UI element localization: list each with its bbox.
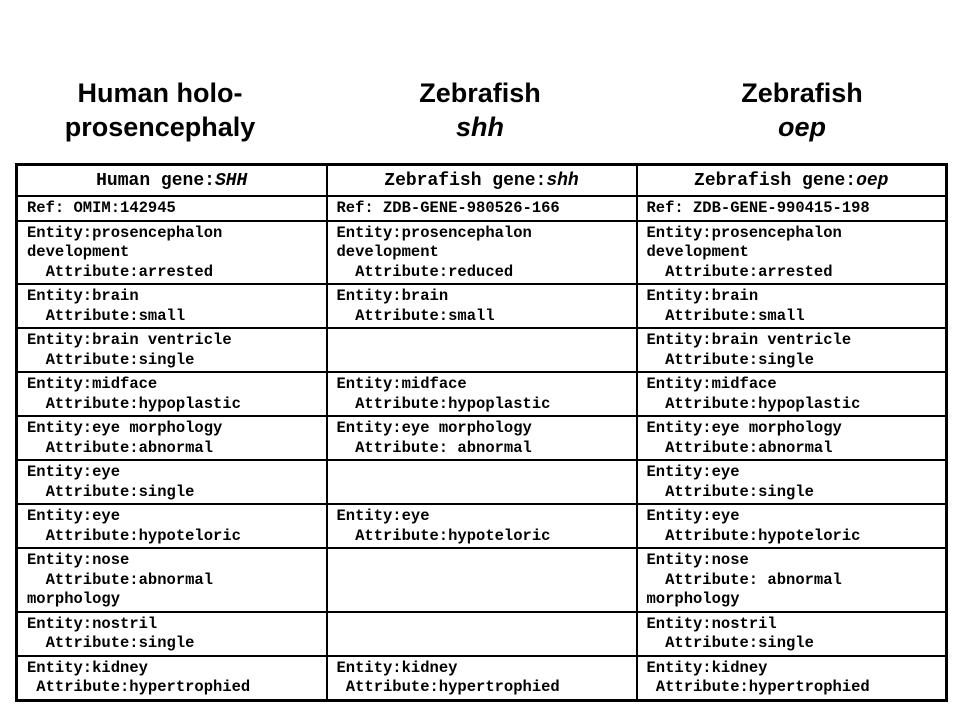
ref-cell-shh: Ref: ZDB-GENE-980526-166 xyxy=(327,196,637,221)
phenotype-cell-oep xyxy=(637,612,947,656)
phenotype-row xyxy=(17,504,947,548)
phenotype-cell-oep xyxy=(637,372,947,416)
ref-row xyxy=(17,196,947,221)
phenotype-cell-human xyxy=(17,460,327,504)
attribute-text: Attribute:single xyxy=(45,350,195,369)
header-zebrafish-shh xyxy=(348,76,612,144)
attribute-text: Attribute:hypoplastic xyxy=(355,394,551,413)
gene-prefix: Zebrafish gene: xyxy=(384,171,547,191)
phenotype-cell-shh xyxy=(327,656,637,701)
gene-name: oep xyxy=(856,171,889,191)
phenotype-cell-shh xyxy=(327,612,637,656)
column-headers xyxy=(0,76,960,156)
entity-text: Entity:brain xyxy=(336,287,449,305)
entity-text: Entity:eye xyxy=(646,463,740,481)
phenotype-row xyxy=(17,328,947,372)
entity-text: Entity:eye xyxy=(646,507,740,525)
entity-text: Entity:eye morphology xyxy=(646,419,842,437)
entity-continuation-text: development xyxy=(646,243,749,261)
phenotype-cell-oep xyxy=(637,548,947,612)
attribute-text: Attribute:hypoplastic xyxy=(45,394,241,413)
phenotype-cell-human xyxy=(17,221,327,285)
attribute-text: Attribute:small xyxy=(665,306,805,325)
entity-text: Entity:prosencephalon xyxy=(646,223,842,242)
phenotype-cell-human xyxy=(17,548,327,612)
phenotype-cell-shh xyxy=(327,504,637,548)
entity-text: Entity:kidney xyxy=(27,658,148,677)
phenotype-comparison-table xyxy=(15,163,948,702)
phenotype-cell-shh xyxy=(327,460,637,504)
attribute-text: Attribute:hypoteloric xyxy=(665,526,861,545)
phenotype-row xyxy=(17,460,947,504)
attribute-text: Attribute:single xyxy=(665,634,814,652)
gene-row xyxy=(17,165,947,197)
attribute-text: Attribute:arrested xyxy=(665,262,833,281)
attribute-text: Attribute:abnormal xyxy=(45,570,214,589)
header-human-line2: prosencephaly xyxy=(64,112,256,142)
attribute-text: Attribute:hypertrophied xyxy=(345,678,560,696)
phenotype-cell-oep xyxy=(637,460,947,504)
attribute-text: Attribute:hypoplastic xyxy=(665,394,861,413)
gene-cell-human xyxy=(17,165,327,197)
entity-text: Entity:brain ventricle xyxy=(27,331,232,349)
gene-name: shh xyxy=(546,171,579,191)
attribute-text: Attribute:reduced xyxy=(355,262,514,281)
ref-cell-human: Ref: OMIM:142945 xyxy=(17,196,327,221)
phenotype-cell-shh xyxy=(327,284,637,328)
header-oep-line1: Zebrafish xyxy=(741,78,863,108)
header-shh-line2: shh xyxy=(455,112,504,142)
attribute-text: Attribute: abnormal xyxy=(355,438,532,457)
phenotype-cell-human xyxy=(17,416,327,460)
phenotype-cell-human xyxy=(17,612,327,656)
phenotype-cell-shh xyxy=(327,416,637,460)
entity-text: Entity:eye morphology xyxy=(27,419,223,437)
gene-cell-shh xyxy=(327,165,637,197)
header-shh-line1: Zebrafish xyxy=(419,78,541,108)
attribute-text: Attribute:hypertrophied xyxy=(36,678,251,696)
entity-text: Entity:nostril xyxy=(646,614,777,633)
attribute-text: Attribute:hypertrophied xyxy=(655,678,870,696)
phenotype-cell-oep xyxy=(637,284,947,328)
phenotype-cell-human xyxy=(17,328,327,372)
phenotype-row xyxy=(17,656,947,701)
attribute-text: Attribute:hypoteloric xyxy=(45,526,241,545)
entity-text: Entity:eye morphology xyxy=(336,419,532,437)
phenotype-row xyxy=(17,416,947,460)
attribute-text: Attribute:hypoteloric xyxy=(355,526,551,545)
attribute-text: Attribute:single xyxy=(665,350,814,369)
phenotype-cell-human xyxy=(17,372,327,416)
phenotype-cell-shh xyxy=(327,548,637,612)
phenotype-cell-shh xyxy=(327,221,637,285)
attribute-text: Attribute: abnormal xyxy=(665,570,842,589)
phenotype-cell-shh xyxy=(327,372,637,416)
phenotype-row xyxy=(17,284,947,328)
attribute-text: Attribute:abnormal xyxy=(665,438,833,457)
entity-text: Entity:midface xyxy=(27,375,158,393)
phenotype-cell-oep xyxy=(637,416,947,460)
phenotype-cell-human xyxy=(17,284,327,328)
attribute-text: Attribute:arrested xyxy=(45,262,214,281)
gene-prefix: Human gene: xyxy=(96,171,215,191)
entity-continuation-text: development xyxy=(336,243,439,261)
phenotype-cell-oep xyxy=(637,221,947,285)
phenotype-cell-oep xyxy=(637,328,947,372)
phenotype-cell-human xyxy=(17,504,327,548)
attribute-text: Attribute:small xyxy=(45,306,186,325)
entity-text: Entity:nose xyxy=(27,551,130,569)
entity-continuation-text: morphology xyxy=(646,590,740,608)
entity-text: Entity:midface xyxy=(646,375,777,393)
entity-text: Entity:prosencephalon xyxy=(336,223,532,242)
phenotype-cell-oep xyxy=(637,656,947,701)
gene-cell-oep xyxy=(637,165,947,197)
attribute-text: Attribute:abnormal xyxy=(45,438,214,457)
gene-prefix: Zebrafish gene: xyxy=(694,171,857,191)
attribute-text: Attribute:single xyxy=(45,482,195,501)
phenotype-cell-shh xyxy=(327,328,637,372)
phenotype-row xyxy=(17,221,947,285)
entity-text: Entity:brain xyxy=(646,287,759,305)
ref-cell-oep: Ref: ZDB-GENE-990415-198 xyxy=(637,196,947,221)
entity-text: Entity:nose xyxy=(646,551,749,569)
entity-continuation-text: morphology xyxy=(27,590,121,608)
phenotype-cell-oep xyxy=(637,504,947,548)
entity-continuation-text: development xyxy=(27,243,130,261)
entity-text: Entity:kidney xyxy=(336,658,458,677)
attribute-text: Attribute:single xyxy=(665,482,814,501)
entity-text: Entity:eye xyxy=(27,507,121,525)
entity-text: Entity:brain xyxy=(27,287,139,305)
entity-text: Entity:midface xyxy=(336,375,467,393)
entity-text: Entity:kidney xyxy=(646,658,768,677)
entity-text: Entity:brain ventricle xyxy=(646,331,852,349)
attribute-text: Attribute:single xyxy=(45,634,195,652)
entity-text: Entity:prosencephalon xyxy=(27,223,223,242)
phenotype-cell-human xyxy=(17,656,327,701)
header-zebrafish-oep xyxy=(670,76,934,144)
phenotype-row xyxy=(17,548,947,612)
header-human-line1: Human holo- xyxy=(77,78,243,108)
attribute-text: Attribute:small xyxy=(355,306,495,325)
entity-text: Entity:eye xyxy=(336,507,430,525)
gene-name: SHH xyxy=(214,171,248,191)
header-human xyxy=(28,76,292,144)
phenotype-row xyxy=(17,612,947,656)
entity-text: Entity:eye xyxy=(27,463,121,481)
header-oep-line2: oep xyxy=(777,112,826,142)
phenotype-row xyxy=(17,372,947,416)
entity-text: Entity:nostril xyxy=(27,614,158,633)
